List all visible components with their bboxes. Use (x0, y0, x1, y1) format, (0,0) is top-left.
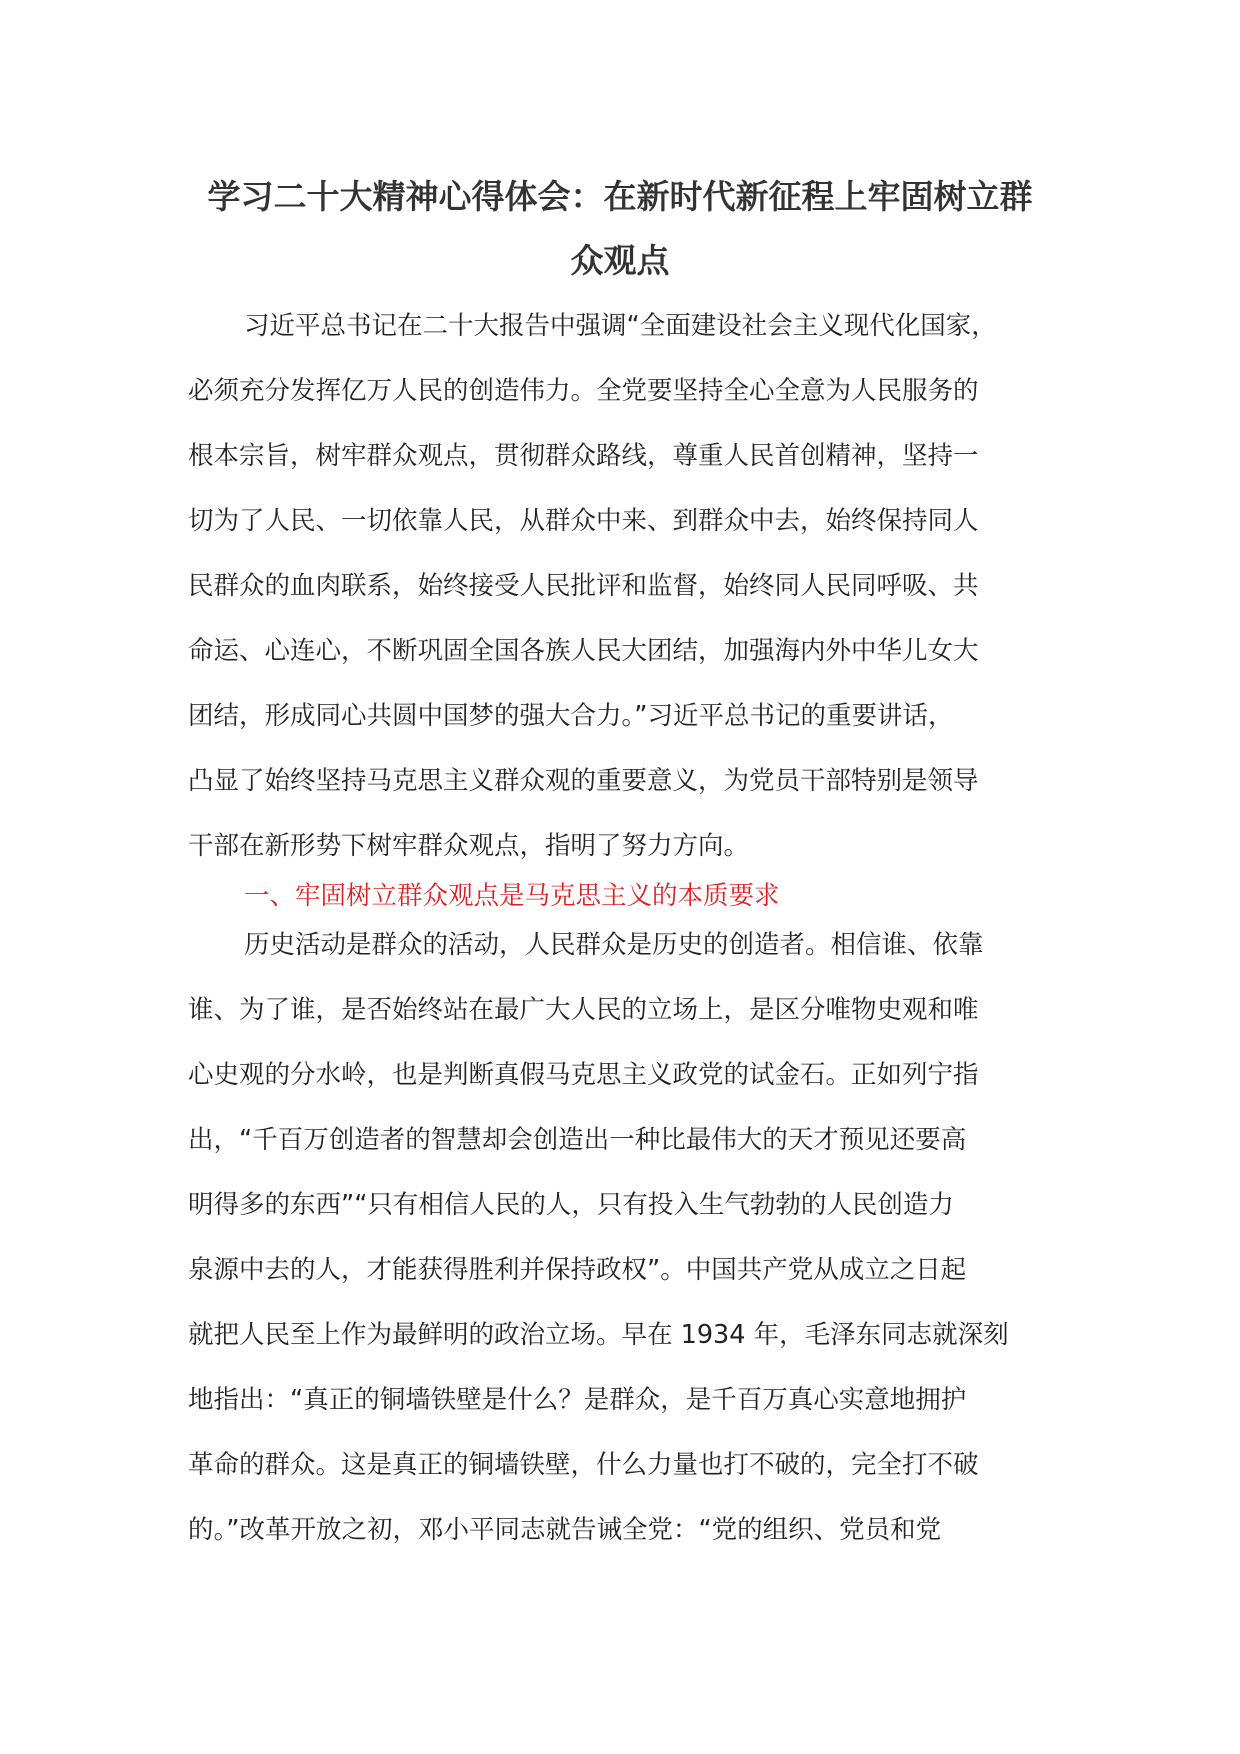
text-line: 革命的群众。这是真正的铜墙铁壁，什么力量也打不破的，完全打不破 (188, 1450, 979, 1480)
text-line: 习近平总书记在二十大报告中强调“全面建设社会主义现代化国家， (244, 311, 997, 341)
text-line: 就把人民至上作为最鲜明的政治立场。早在 1934 年，毛泽东同志就深刻 (188, 1320, 1009, 1350)
text-line: 干部在新形势下树牢群众观点，指明了努力方向。 (188, 831, 750, 861)
text-line: 民群众的血肉联系，始终接受人民批评和监督，始终同人民同呼吸、共 (188, 571, 979, 601)
text-line: 明得多的东西”“只有相信人民的人，只有投入生气勃勃的人民创造力 (188, 1190, 954, 1220)
text-line: 切为了人民、一切依靠人民，从群众中来、到群众中去，始终保持同人 (188, 506, 979, 536)
text-line: 心史观的分水岭，也是判断真假马克思主义政党的试金石。正如列宁指 (188, 1060, 979, 1090)
section-heading: 一、牢固树立群众观点是马克思主义的本质要求 (244, 881, 780, 911)
text-line: 的。”改革开放之初，邓小平同志就告诫全党：“党的组织、党员和党 (188, 1515, 942, 1545)
text-line: 谁、为了谁，是否始终站在最广大人民的立场上，是区分唯物史观和唯 (188, 995, 979, 1025)
text-line: 地指出：“真正的铜墙铁壁是什么？是群众，是千百万真心实意地拥护 (188, 1385, 967, 1415)
text-line: 必须充分发挥亿万人民的创造伟力。全党要坚持全心全意为人民服务的 (188, 376, 979, 406)
paragraph-1 (188, 294, 1058, 879)
text-line: 凸显了始终坚持马克思主义群众观的重要意义，为党员干部特别是领导 (188, 766, 979, 796)
document-body (188, 294, 1058, 1563)
document-title (170, 165, 1070, 293)
text-line: 命运、心连心，不断巩固全国各族人民大团结，加强海内外中华儿女大 (188, 636, 979, 666)
title-line: 众观点 (570, 241, 670, 280)
text-line: 根本宗旨，树牢群众观点，贯彻群众路线，尊重人民首创精神，坚持一 (188, 441, 979, 471)
text-line: 历史活动是群众的活动，人民群众是历史的创造者。相信谁、依靠 (244, 930, 984, 960)
text-line: 团结，形成同心共圆中国梦的强大合力。”习近平总书记的重要讲话， (188, 701, 954, 731)
title-line: 学习二十大精神心得体会：在新时代新征程上牢固树立群 (207, 177, 1033, 216)
text-line: 出，“千百万创造者的智慧却会创造出一种比最伟大的天才预见还要高 (188, 1125, 967, 1155)
text-line: 泉源中去的人，才能获得胜利并保持政权”。中国共产党从成立之日起 (188, 1255, 967, 1285)
paragraph-2 (188, 913, 1058, 1563)
